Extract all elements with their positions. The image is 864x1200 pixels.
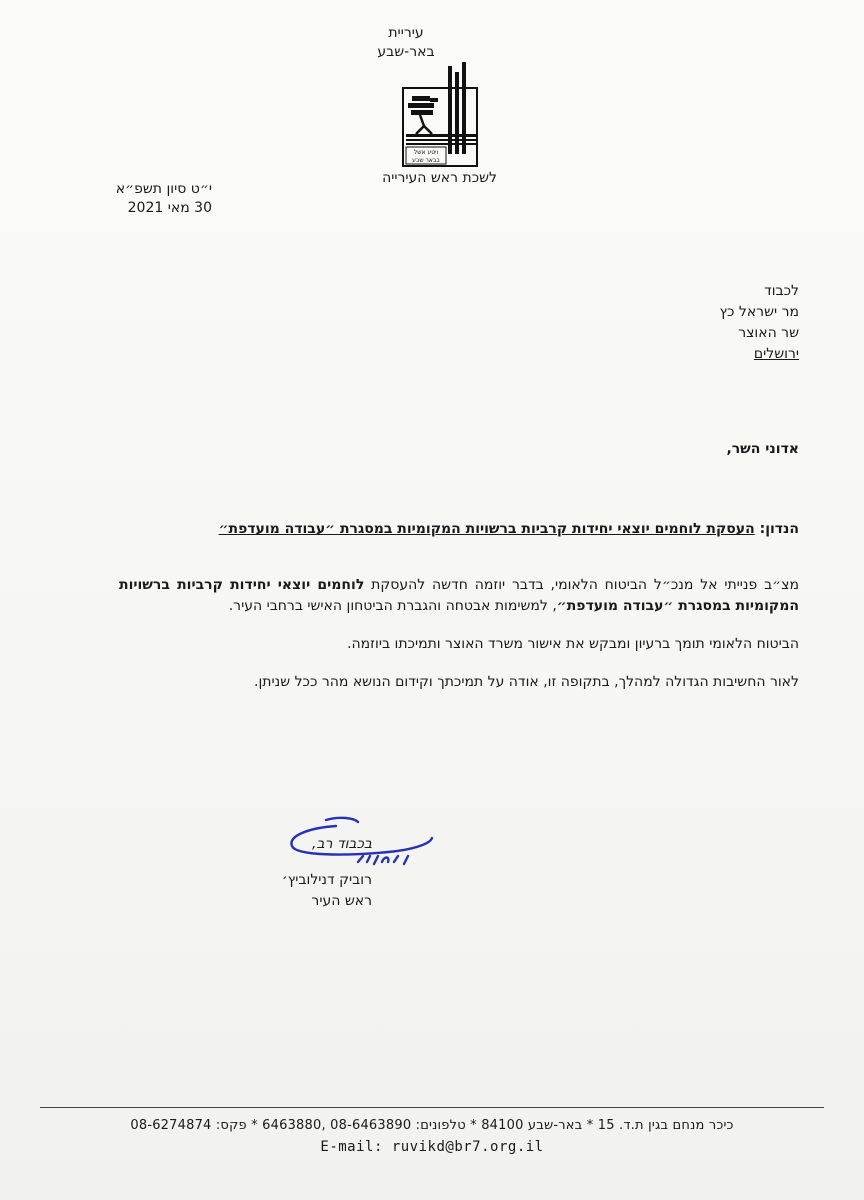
body-p1-end: , למשימות אבטחה והגברת הביטחון האישי ברחבי העיר. <box>228 598 557 614</box>
recipient-city: ירושלים <box>753 346 799 362</box>
body-paragraph-1 <box>119 575 799 617</box>
body-paragraph-3: לאור החשיבות הגדולה למהלך, בתקופה זו, אודה על תמיכתך וקידום הנושא מהר ככל שניתן. <box>254 674 799 690</box>
office-name: לשכת ראש העירייה <box>382 170 497 186</box>
recipient-name: מר ישראל כץ <box>719 304 799 320</box>
date-gregorian: 30 מאי 2021 <box>127 200 212 216</box>
city-name-line1: עיריית <box>388 25 424 41</box>
recipient-block <box>719 281 799 365</box>
city-name <box>346 24 466 62</box>
signature-closing: בכבוד רב, <box>312 836 372 852</box>
subject-text: העסקת לוחמים יוצאי יחידות קרביות ברשויות המקומיות במסגרת ״עבודה מועדפת״ <box>218 521 755 537</box>
letter-body <box>119 575 799 710</box>
logo-text-line1: ויטע אשל <box>413 149 439 156</box>
footer-divider <box>40 1107 824 1108</box>
recipient-title: שר האוצר <box>738 325 799 341</box>
footer-address: כיכר מנחם בגין ת.ד. 15 * באר-שבע 84100 * טלפונים: 08-6463890 ,6463880 * פקס: 08-6274874 <box>130 1118 734 1133</box>
signer-name: רוביק דנילוביץ׳ <box>281 872 372 888</box>
subject-line <box>219 521 799 537</box>
signer-title: ראש העיר <box>311 893 372 909</box>
footer-email: E-mail: ruvikd@br7.org.il <box>320 1139 544 1155</box>
body-paragraph-2: הביטוח הלאומי תומך ברעיון ומבקש את אישור משרד האוצר ותמיכתו ביוזמה. <box>347 636 799 652</box>
salutation: אדוני השר, <box>726 441 799 457</box>
date-hebrew: י״ט סיון תשפ״א <box>115 181 212 197</box>
municipality-logo <box>400 62 480 170</box>
logo-text-line2: בבאר שבע <box>412 157 440 164</box>
body-p1-start: מצ״ב פנייתי אל מנכ״ל הביטוח הלאומי, בדבר יוזמה חדשה להעסקת <box>364 577 799 593</box>
recipient-honorific: לכבוד <box>764 283 799 299</box>
subject-label: הנדון: <box>759 521 799 537</box>
city-name-line2: באר-שבע <box>377 44 435 60</box>
body-p1-bold: לוחמים יוצאי יחידות קרביות ברשויות המקומיות במסגרת ״עבודה מועדפת״ <box>119 577 799 614</box>
